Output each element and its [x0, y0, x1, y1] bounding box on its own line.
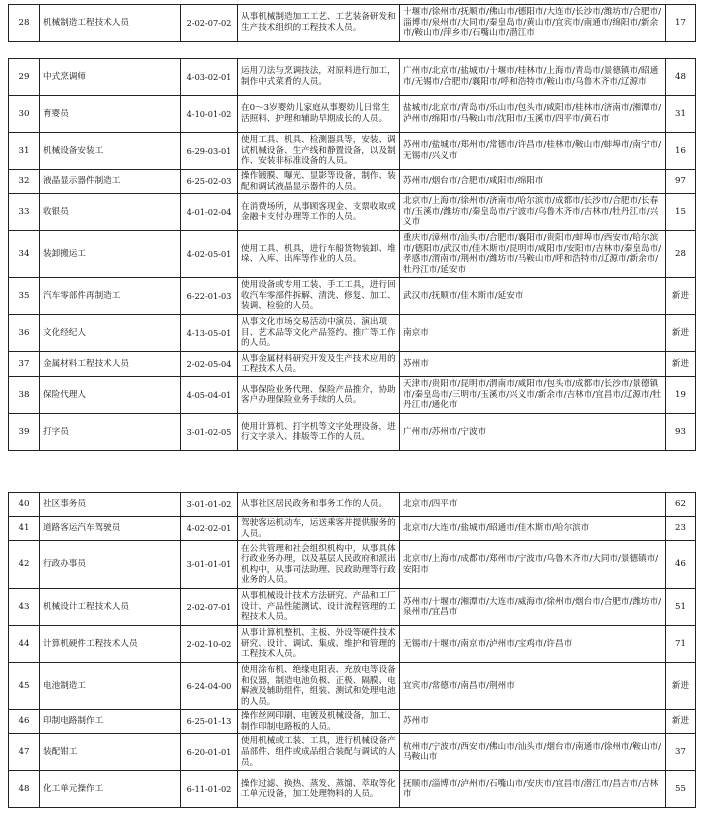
occupation-description: 从事保险业务代理、保险产品推介，协助客户办理保险业务手续的人员。	[238, 377, 400, 414]
row-number: 43	[9, 589, 40, 626]
table-row	[9, 278, 696, 315]
row-number: 42	[9, 541, 40, 589]
row-number: 33	[9, 194, 40, 231]
table-row	[9, 315, 696, 352]
ranking-change: 17	[666, 5, 696, 42]
table-row	[9, 771, 696, 808]
row-number: 29	[9, 59, 40, 96]
table-row	[9, 414, 696, 451]
ranking-change: 71	[666, 626, 696, 663]
row-number: 40	[9, 493, 40, 517]
table-row	[9, 626, 696, 663]
occupation-code: 3-01-01-02	[181, 493, 238, 517]
city-list: 苏州市/烟台市/合肥市/咸阳市/绵阳市	[400, 170, 666, 194]
table-row	[9, 734, 696, 771]
city-list: 苏州市/十堰市/湘潭市/大连市/威海市/徐州市/烟台市/合肥市/潍坊市/泉州市/宜昌市	[400, 589, 666, 626]
city-list: 南京市	[400, 315, 666, 352]
table-row	[9, 59, 696, 96]
occupation-name: 社区事务员	[40, 493, 181, 517]
city-list: 北京市/大连市/盐城市/昭通市/佳木斯市/哈尔滨市	[400, 517, 666, 541]
occupation-name: 育婴员	[40, 96, 181, 133]
table-section-1	[8, 4, 696, 42]
occupation-code: 6-22-01-03	[181, 278, 238, 315]
ranking-change: 新进	[666, 315, 696, 352]
occupation-name: 金属材料工程技术人员	[40, 352, 181, 377]
occupation-code: 4-13-05-01	[181, 315, 238, 352]
ranking-change: 46	[666, 541, 696, 589]
table-row	[9, 517, 696, 541]
row-number: 38	[9, 377, 40, 414]
row-number: 34	[9, 231, 40, 278]
occupation-code: 2-02-07-02	[181, 5, 238, 42]
row-number: 37	[9, 352, 40, 377]
occupation-code: 3-01-02-05	[181, 414, 238, 451]
city-list: 北京市/上海市/徐州市/济南市/哈尔滨市/成都市/长沙市/合肥市/长春市/玉溪市/潍坊市/秦皇岛市/宁波市/乌鲁木齐市/吉林市/牡丹江市/兴义市	[400, 194, 666, 231]
occupation-description: 从事文化市场交易活动中演员、演出项目、艺术品等文化产品签约、推广等工作的人员。	[238, 315, 400, 352]
ranking-change: 55	[666, 771, 696, 808]
ranking-change: 新进	[666, 710, 696, 734]
ranking-change: 37	[666, 734, 696, 771]
occupation-name: 印制电路制作工	[40, 710, 181, 734]
occupation-name: 液晶显示器件制造工	[40, 170, 181, 194]
occupation-description: 操作镀膜、曝光、显影等设备，制作、装配和调试液晶显示器件的人员。	[238, 170, 400, 194]
row-number: 28	[9, 5, 40, 42]
table-row	[9, 493, 696, 517]
row-number: 47	[9, 734, 40, 771]
occupation-description: 从事社区居民政务和事务工作的人员。	[238, 493, 400, 517]
ranking-change: 新进	[666, 352, 696, 377]
occupation-code: 6-29-03-01	[181, 133, 238, 170]
ranking-change: 48	[666, 59, 696, 96]
occupation-code: 2-02-07-01	[181, 589, 238, 626]
row-number: 44	[9, 626, 40, 663]
occupation-code: 6-25-02-03	[181, 170, 238, 194]
city-list: 天津市/贵阳市/昆明市/渭南市/咸阳市/包头市/成都市/长沙市/景德镇市/秦皇岛市/三明市/玉溪市/兴义市/新余市/吉林市/宜昌市/辽源市/牡丹江市/通化市	[400, 377, 666, 414]
table-row	[9, 663, 696, 710]
occupation-description: 从事机械制造加工工艺、工艺装备研发和生产技术组织的工程技术人员。	[238, 5, 400, 42]
row-number: 41	[9, 517, 40, 541]
city-list: 广州市/北京市/盐城市/十堰市/桂林市/上海市/青岛市/景德镇市/昭通市/无锡市/合肥市/襄阳市/呼和浩特市/鞍山市/乌鲁木齐市/辽源市	[400, 59, 666, 96]
ranking-change: 19	[666, 377, 696, 414]
city-list: 武汉市/抚顺市/佳木斯市/延安市	[400, 278, 666, 315]
table-row	[9, 541, 696, 589]
occupation-description: 使用工具、机具、检测器具等，安装、调试机械设备、生产线和静置设备，以及制作、安装非标准设备的人员。	[238, 133, 400, 170]
row-number: 31	[9, 133, 40, 170]
row-number: 46	[9, 710, 40, 734]
ranking-change: 31	[666, 96, 696, 133]
ranking-change: 97	[666, 170, 696, 194]
ranking-change: 51	[666, 589, 696, 626]
city-list: 盐城市/北京市/青岛市/乐山市/包头市/咸阳市/桂林市/济南市/湘潭市/泸州市/绵阳市/马鞍山市/沈阳市/玉溪市/四平市/黄石市	[400, 96, 666, 133]
city-list: 北京市/四平市	[400, 493, 666, 517]
city-list: 无锡市/十堰市/南京市/泸州市/宝鸡市/许昌市	[400, 626, 666, 663]
ranking-change: 15	[666, 194, 696, 231]
table-section-3	[8, 492, 696, 808]
occupation-name: 收银员	[40, 194, 181, 231]
occupation-description: 在0～3岁婴幼儿家庭从事婴幼儿日常生活照料、护理和辅助早期成长的人员。	[238, 96, 400, 133]
ranking-change: 93	[666, 414, 696, 451]
table-row	[9, 170, 696, 194]
ranking-change: 23	[666, 517, 696, 541]
occupation-name: 保险代理人	[40, 377, 181, 414]
occupation-code: 6-24-04-00	[181, 663, 238, 710]
occupation-name: 机械设计工程技术人员	[40, 589, 181, 626]
occupation-description: 使用机械或工装、工具，进行机械设备产品部件、组件或成品组合装配与调试的人员。	[238, 734, 400, 771]
row-number: 45	[9, 663, 40, 710]
occupation-description: 使用设备或专用工装、手工工具，进行回收汽车零部件拆解、清洗、修复、加工、装调、检验的人员。	[238, 278, 400, 315]
table-row	[9, 589, 696, 626]
city-list: 杭州市/宁波市/西安市/佛山市/汕头市/烟台市/南通市/徐州市/鞍山市/马鞍山市	[400, 734, 666, 771]
table-row	[9, 194, 696, 231]
occupation-code: 4-10-01-02	[181, 96, 238, 133]
occupation-code: 6-20-01-01	[181, 734, 238, 771]
occupation-code: 6-11-01-02	[181, 771, 238, 808]
occupation-name: 机械设备安装工	[40, 133, 181, 170]
occupation-name: 机械制造工程技术人员	[40, 5, 181, 42]
ranking-change: 新进	[666, 663, 696, 710]
row-number: 39	[9, 414, 40, 451]
occupation-description: 使用计算机、打字机等文字处理设备，进行文字录入、排版等工作的人员。	[238, 414, 400, 451]
occupation-code: 4-02-02-01	[181, 517, 238, 541]
ranking-change: 16	[666, 133, 696, 170]
table-row	[9, 96, 696, 133]
row-number: 32	[9, 170, 40, 194]
occupation-name: 文化经纪人	[40, 315, 181, 352]
table-row	[9, 710, 696, 734]
row-number: 30	[9, 96, 40, 133]
occupation-description: 从事机械设计技术方法研究、产品和工厂设计、产品性能测试、设计流程管理的工程技术人员。	[238, 589, 400, 626]
occupation-code: 2-02-05-04	[181, 352, 238, 377]
city-list: 宜宾市/常德市/南昌市/荆州市	[400, 663, 666, 710]
city-list: 北京市/上海市/成都市/郑州市/宁波市/乌鲁木齐市/大同市/景德镇市/安阳市	[400, 541, 666, 589]
occupation-code: 2-02-10-02	[181, 626, 238, 663]
occupation-code: 3-01-01-01	[181, 541, 238, 589]
table-row	[9, 352, 696, 377]
occupation-description: 从事计算机整机、主板、外设等硬件技术研究、设计、调试、集成、维护和管理的工程技术人员。	[238, 626, 400, 663]
occupation-name: 中式烹调师	[40, 59, 181, 96]
city-list: 十堰市/徐州市/抚顺市/佛山市/德阳市/大连市/长沙市/潍坊市/合肥市/淄博市/泉州市/大同市/秦皇岛市/黄山市/宜宾市/南通市/绵阳市/新余市/鞍山市/萍乡市/石嘴山市/潜江市	[400, 5, 666, 42]
occupation-description: 从事金属材料研究开发及生产技术应用的工程技术人员。	[238, 352, 400, 377]
table-row	[9, 5, 696, 42]
ranking-change: 62	[666, 493, 696, 517]
occupation-description: 在公共管理和社会组织机构中，从事具体行政业务办理，以及基层人民政府和派出机构中，从事司法助理、民政助理等行政业务的人员。	[238, 541, 400, 589]
occupation-code: 4-02-05-01	[181, 231, 238, 278]
occupation-name: 行政办事员	[40, 541, 181, 589]
city-list: 苏州市	[400, 352, 666, 377]
occupation-description: 操作丝网印刷、电镀及机械设备，加工、制作印制电路板的人员。	[238, 710, 400, 734]
occupation-code: 4-03-02-01	[181, 59, 238, 96]
occupation-code: 4-05-04-01	[181, 377, 238, 414]
occupation-description: 运用刀法与烹调技法，对原料进行加工，制作中式菜肴的人员。	[238, 59, 400, 96]
ranking-change: 28	[666, 231, 696, 278]
occupation-name: 装卸搬运工	[40, 231, 181, 278]
ranking-change: 新进	[666, 278, 696, 315]
occupation-name: 化工单元操作工	[40, 771, 181, 808]
city-list: 苏州市/盐城市/郑州市/常德市/许昌市/桂林市/鞍山市/蚌埠市/南宁市/无锡市/兴义市	[400, 133, 666, 170]
table-row	[9, 377, 696, 414]
row-number: 35	[9, 278, 40, 315]
occupation-name: 道路客运汽车驾驶员	[40, 517, 181, 541]
row-number: 48	[9, 771, 40, 808]
table-section-2	[8, 58, 696, 451]
occupation-code: 6-25-01-13	[181, 710, 238, 734]
occupation-name: 电池制造工	[40, 663, 181, 710]
table-row	[9, 231, 696, 278]
city-list: 苏州市	[400, 710, 666, 734]
occupation-description: 在消费场所，从事顾客现金、支票收取或金融卡支付办理等工作的人员。	[238, 194, 400, 231]
occupation-description: 使用涂布机、绝缘电阻表、充放电等设备和仪器，制造电池负极、正极、隔膜、电解液及辅助组件，组装、测试和处理电池的人员。	[238, 663, 400, 710]
occupation-name: 计算机硬件工程技术人员	[40, 626, 181, 663]
occupation-code: 4-01-02-04	[181, 194, 238, 231]
table-row	[9, 133, 696, 170]
occupation-name: 装配钳工	[40, 734, 181, 771]
city-list: 抚顺市/淄博市/泸州市/石嘴山市/安庆市/宜昌市/潜江市/昌吉市/吉林市	[400, 771, 666, 808]
city-list: 广州市/苏州市/宁波市	[400, 414, 666, 451]
occupation-description: 使用工具、机具，进行车船货物装卸、堆垛、入库、出库等作业的人员。	[238, 231, 400, 278]
occupation-name: 打字员	[40, 414, 181, 451]
city-list: 重庆市/漳州市/汕头市/合肥市/襄阳市/贵阳市/蚌埠市/西安市/哈尔滨市/德阳市/武汉市/佳木斯市/昆明市/咸阳市/安阳市/吉林市/秦皇岛市/孝感市/渭南市/荆州市/潍坊市/马鞍山市/呼和浩特市/辽源市/新余市/牡丹江市/延安市	[400, 231, 666, 278]
occupation-description: 驾驶客运机动车，运送乘客并提供服务的人员。	[238, 517, 400, 541]
occupation-description: 操作过滤、换热、蒸发、蒸馏、萃取等化工单元设备，加工处理物料的人员。	[238, 771, 400, 808]
row-number: 36	[9, 315, 40, 352]
occupation-name: 汽车零部件再制造工	[40, 278, 181, 315]
